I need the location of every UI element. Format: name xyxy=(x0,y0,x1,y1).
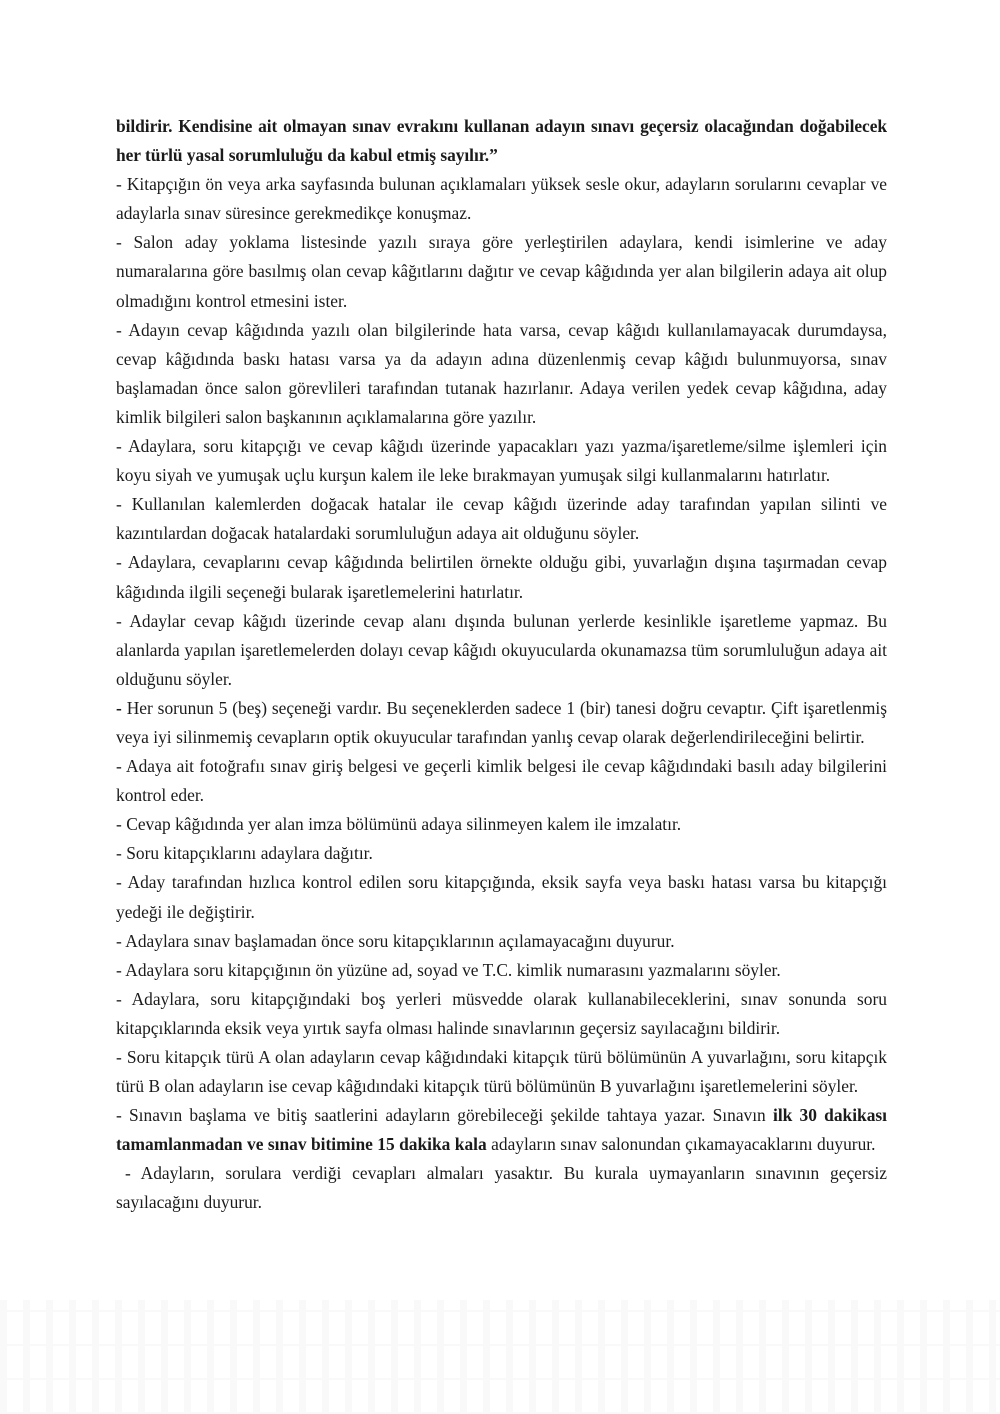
paragraph-distribute-booklets: - Soru kitapçıklarını adaylara dağıtır. xyxy=(116,843,373,864)
paragraph-no-marking-outside-answer-area: - Adaylar cevap kâğıdı üzerinde cevap alanı dışında bulunan yerlerde kesinlikle işaretleme yapmaz. Bu alanlarda yapılan işaretlemelerden dolayı cevap kâğıdı okuyucularda okunamazsa tüm sorumluluğun adaya ait olduğunu söyler. xyxy=(116,610,887,689)
exit-rule-bold-run: ilk 30 dakikası tamamlanmadan ve sınav bitimine 15 dakika kala xyxy=(116,1105,887,1155)
paragraph-signature-section: - Cevap kâğıdında yer alan imza bölümünü adaya silinmeyen kalem ile imzalatır. xyxy=(116,814,682,835)
paragraph-write-name-on-cover: - Adaylara soru kitapçığının ön yüzüne ad, soyad ve T.C. kimlik numarasını yazmalarını söyler. xyxy=(116,959,781,980)
exit-rule-text-after: adayların sınav salonundan çıkamayacaklarını duyurur. xyxy=(486,1134,876,1155)
paragraph-pencil-responsibility: - Kullanılan kalemlerden doğacak hatalar ile cevap kâğıdı üzerinde aday tarafından yapılan silinti ve kazıntılardan doğacak hatalardaki sorumluluğun adaya ait olduğunu söyler. xyxy=(116,494,887,544)
paragraph-booklet-announcement: - Kitapçığın ön veya arka sayfasında bulunan açıklamaları yüksek sesle okur, adayların sorularını cevaplar ve adaylarla sınav süresince gerekmedikçe konuşmaz. xyxy=(116,174,887,224)
paragraph-no-taking-answers-out: - Adayların, sorulara verdiği cevapları almaları yasaktır. Bu kurala uymayanların sınavının geçersiz sayılacağını duyurur. xyxy=(116,1163,887,1213)
paragraph-pencil-and-eraser: - Adaylara, soru kitapçığı ve cevap kâğıdı üzerinde yapacakları yazı yazma/işaretleme/silme işlemleri için koyu siyah ve yumuşak uçlu kurşun kalem ile leke bırakmayan yumuşak silgi kullanmalarını hatırlatır. xyxy=(116,436,887,486)
paragraph-seating-and-answer-sheets: - Salon aday yoklama listesinde yazılı sıraya göre yerleştirilen adaylara, kendi isimlerine ve aday numaralarına göre basılmış olan cevap kâğıtlarını dağıtır ve cevap kâğıdında yer alan bilgilerin adaya ait olup olmadığını kontrol etmesini ister. xyxy=(116,232,887,311)
paragraph-quote-closing: bildirir. Kendisine ait olmayan sınav evrakını kullanan adayın sınavı geçersiz olacağından doğabilecek her türlü yasal sorumluluğu da kabul etmiş sayılır.” xyxy=(116,116,887,166)
scanner-bleed-artifact xyxy=(0,1300,1000,1414)
paragraph-scratch-paper-rule: - Adaylara, soru kitapçığındaki boş yerleri müsvedde olarak kullanabileceklerini, sınav sonunda soru kitapçıklarında eksik veya yırtık sayfa olması halinde sınavlarının geçersiz sayılacağını bildirir. xyxy=(116,988,887,1038)
paragraph-answer-sheet-errors: - Adayın cevap kâğıdında yazılı olan bilgilerinde hata varsa, cevap kâğıdı kullanılamayacak durumdaysa, cevap kâğıdında baskı hatası varsa ya da adayın adına düzenlenmiş cevap kâğıdı bulunmuyorsa, sınav başlamadan önce salon görevlileri tarafından tutanak hazırlanır. Adaya verilen yedek cevap kâğıdına, aday kimlik bilgileri salon başkanının açıklamalarına göre yazılır. xyxy=(116,319,887,427)
paragraph-exam-times-and-exit-rule xyxy=(116,1101,887,1159)
paragraph-booklet-type-marking: - Soru kitapçık türü A olan adayların cevap kâğıdındaki kitapçık türü bölümünün A yuvarlağını, soru kitapçık türü B olan adayların ise cevap kâğıdındaki kitapçık türü bölümünün B yuvarlağını işaretlemelerini söyler. xyxy=(116,1047,887,1097)
paragraph-replace-faulty-booklet: - Aday tarafından hızlıca kontrol edilen soru kitapçığında, eksik sayfa veya baskı hatası varsa bu kitapçığı yedeği ile değiştirir. xyxy=(116,872,887,922)
paragraph-id-check: - Adaya ait fotoğrafıı sınav giriş belgesi ve geçerli kimlik belgesi ile cevap kâğıdındaki basılı aday bilgilerini kontrol eder. xyxy=(116,756,887,806)
exit-rule-text-before: - Sınavın başlama ve bitiş saatlerini adayların görebileceği şekilde tahtaya yazar. Sınavın xyxy=(116,1105,773,1126)
paragraph-do-not-open-before-start: - Adaylara sınav başlamadan önce soru kitapçıklarının açılamayacağını duyurur. xyxy=(116,930,675,951)
document-text-block xyxy=(116,112,887,1218)
paragraph-marking-within-circle: - Adaylara, cevaplarını cevap kâğıdında belirtilen örnekte olduğu gibi, yuvarlağın dışına taşırmadan cevap kâğıdında ilgili seçeneği bularak işaretlemelerini hatırlatır. xyxy=(116,552,887,602)
paragraph-five-options-one-correct: - Her sorunun 5 (beş) seçeneği vardır. Bu seçeneklerden sadece 1 (bir) tanesi doğru cevaptır. Çift işaretlenmiş veya iyi silinmemiş cevapların optik okuyucular tarafından yanlış cevap olarak değerlendirileceğini belirtir. xyxy=(116,697,887,747)
